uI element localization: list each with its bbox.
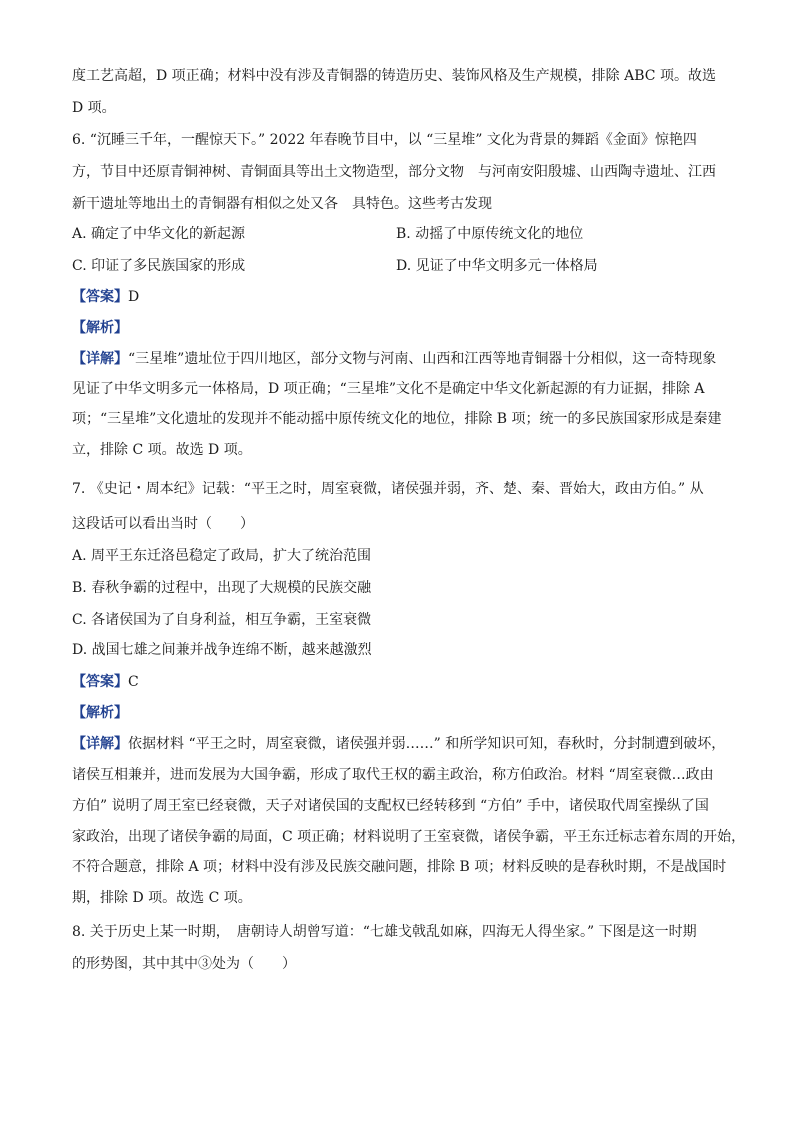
explanation-tag: 【详解】: [72, 736, 128, 752]
question-6-stem: 方，节目中还原青铜神树、青铜面具等出土文物造型，部分文物 与河南安阳殷墟、山西陶寺遗址、江西: [72, 164, 716, 180]
question-6-answer: [72, 287, 139, 307]
question-8-stem: 8. 关于历史上某一时期， 唐朝诗人胡曾写道：“七雄戈戟乱如麻，四海无人得坐家。” 下图是这一时期: [72, 924, 697, 940]
answer-tag: 【答案】: [72, 289, 128, 305]
text-line: 度工艺高超，D 项正确；材料中没有涉及青铜器的铸造历史、装饰风格及生产规模，排除 ABC 项。故选: [72, 68, 716, 84]
question-7-option-a: A. 周平王东迁洛邑稳定了政局，扩大了统治范围: [72, 548, 372, 564]
question-7-explanation: 不符合题意，排除 A 项；材料中没有涉及民族交融问题，排除 B 项；材料反映的是春秋时期，不是战国时: [72, 859, 727, 875]
question-6-option-d: D. 见证了中华文明多元一体格局: [396, 258, 598, 274]
question-7-option-b: B. 春秋争霸的过程中，出现了大规模的民族交融: [72, 580, 372, 596]
explanation-tag: 【详解】: [72, 351, 128, 367]
question-7-explanation: 期，排除 D 项。故选 C 项。: [72, 890, 252, 906]
analysis-tag: 【解析】: [72, 320, 128, 336]
question-6-analysis-tag: [72, 318, 128, 338]
question-7-stem: 7. 《史记・周本纪》记载：“平王之时，周室衰微，诸侯强并弱，齐、楚、秦、晋始大，政由方伯。” 从: [72, 481, 704, 497]
question-7-explanation: 家政治，出现了诸侯争霸的局面，C 项正确；材料说明了王室衰微，诸侯争霸，平王东迁标志着东周的开始，: [72, 829, 746, 845]
question-7-stem: 这段话可以看出当时（ ）: [72, 516, 254, 532]
question-6-explanation: 见证了中华文明多元一体格局，D 项正确；“三星堆”文化不是确定中华文化新起源的有力证据，排除 A: [72, 381, 705, 397]
question-6-explanation: 项；“三星堆”文化遗址的发现并不能动摇中原传统文化的地位，排除 B 项；统一的多民族国家形成是秦建: [72, 411, 722, 427]
question-8-stem: 的形势图，其中其中③处为（ ）: [72, 956, 296, 972]
question-7-explanation: [72, 734, 725, 754]
explanation-text: “三星堆”遗址位于四川地区，部分文物与河南、山西和江西等地青铜器十分相似，这一奇特现象: [128, 351, 717, 367]
text-line: D 项。: [72, 100, 116, 116]
answer-tag: 【答案】: [72, 674, 128, 690]
question-7-analysis-tag: [72, 703, 128, 723]
question-7-explanation: 诸侯互相兼并，进而发展为大国争霸，形成了取代王权的霸主政治，称方伯政治。材料 “周室衰微…政由: [72, 767, 714, 783]
question-6-option-c: C. 印证了多民族国家的形成: [72, 258, 246, 274]
question-7-option-c: C. 各诸侯国为了自身利益，相互争霸，王室衰微: [72, 612, 372, 628]
question-6-stem: 新干遗址等地出土的青铜器有相似之处又各 具特色。这些考古发现: [72, 196, 492, 212]
question-7-option-d: D. 战国七雄之间兼并战争连绵不断，越来越激烈: [72, 642, 372, 658]
question-6-option-b: B. 动摇了中原传统文化的地位: [396, 226, 584, 242]
question-7-explanation: 方伯” 说明了周王室已经衰微，天子对诸侯国的支配权已经转移到 “方伯” 手中，诸侯取代周室操纵了国: [72, 798, 709, 814]
question-6-stem: 6. “沉睡三千年，一醒惊天下。” 2022 年春晚节目中，以 “三星堆” 文化为背景的舞蹈《金面》惊艳四: [72, 132, 697, 148]
question-7-answer: [72, 672, 139, 692]
explanation-text: 依据材料 “平王之时，周室衰微，诸侯强并弱……” 和所学知识可知，春秋时，分封制遭到破坏，: [128, 736, 726, 752]
answer-value: C: [128, 674, 139, 690]
question-6-explanation: [72, 349, 716, 369]
analysis-tag: 【解析】: [72, 705, 128, 721]
question-6-explanation: 立，排除 C 项。故选 D 项。: [72, 442, 252, 458]
answer-value: D: [128, 289, 140, 305]
question-6-option-a: A. 确定了中华文化的新起源: [72, 226, 246, 242]
